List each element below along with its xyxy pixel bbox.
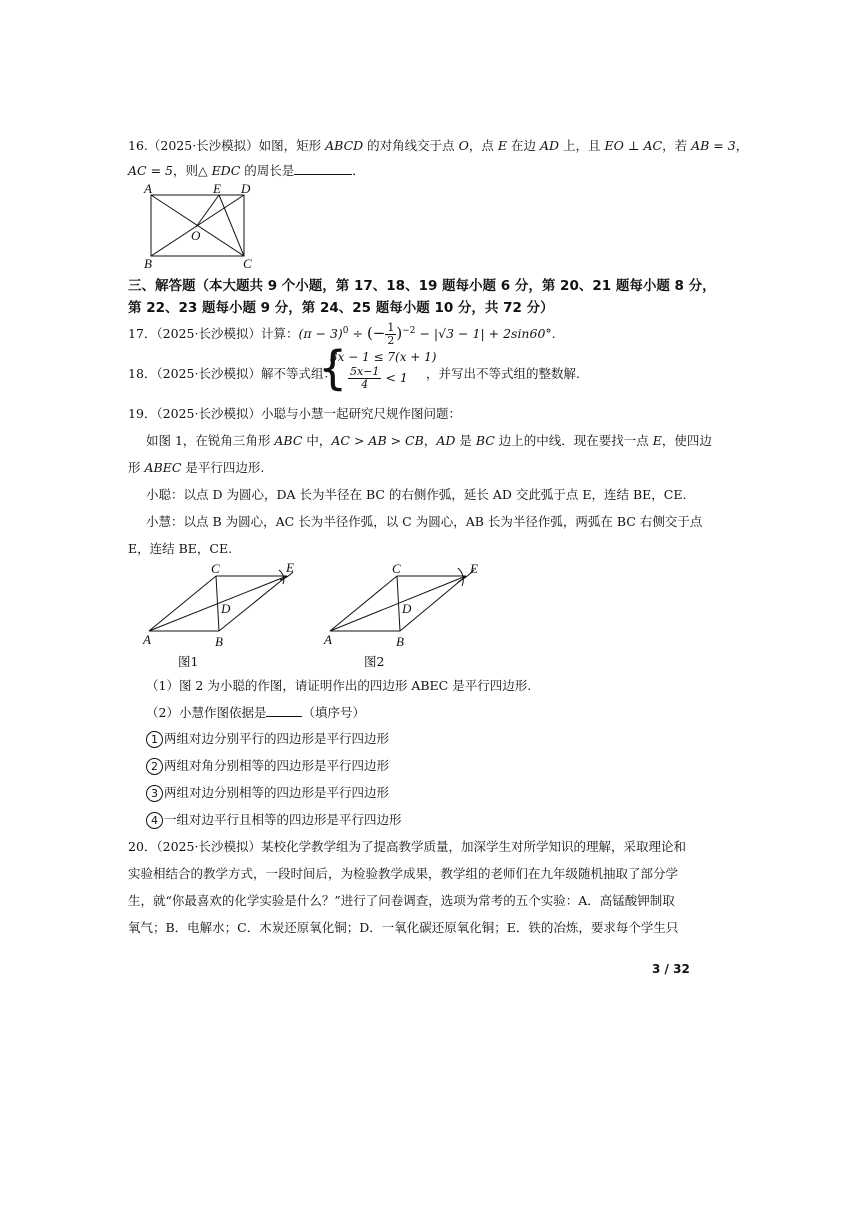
q18-inequality-2: $\frac{5x-1}{4}$ < 1 <box>350 365 408 391</box>
seg-ae <box>149 576 287 631</box>
q19-line2: 如图 1，在锐角三角形 ABC 中，AC > AB > CB，AD 是 BC 边上的中线．现在要找一点 E，使四边 <box>146 433 712 448</box>
q19-line1: 19．（2025·长沙模拟）小聪与小慧一起研究尺规作图问题： <box>128 406 461 421</box>
q19-sub1: （1）图 2 为小聪的作图，请证明作出的四边形 ABEC 是平行四边形. <box>146 678 532 693</box>
fig2-label-a: A <box>324 632 332 647</box>
section3-heading-line1: 三、解答题（本大题共 9 个小题，第 17、18、19 题每小题 6 分，第 20、21 题每小题 8 分， <box>128 278 716 294</box>
fig2-caption: 图2 <box>364 654 385 669</box>
fig2-label-d: D <box>402 601 412 616</box>
segment-eo <box>196 195 219 227</box>
label-c: C <box>243 256 252 271</box>
q16-rectangle-figure <box>140 180 270 270</box>
seg-ac <box>149 576 216 631</box>
q19-line4: 小聪：以点 D 为圆心，DA 长为半径在 BC 的右侧作弧，延长 AD 交此弧于点 E，连结 BE，CE. <box>146 487 687 502</box>
q19-option-4: 4 一组对边平行且相等的四边形是平行四边形 <box>146 810 402 829</box>
q19-option-3: 3 两组对边分别相等的四边形是平行四边形 <box>146 783 389 802</box>
segment-ec <box>219 195 244 256</box>
q19-figure-1 <box>140 560 320 660</box>
q19-sub2: （2）小慧作图依据是 （填序号） <box>146 705 365 720</box>
fig2-label-c: C <box>392 561 401 576</box>
fig1-caption: 图1 <box>178 654 199 669</box>
answer-blank[interactable] <box>294 173 352 175</box>
fig1-label-d: D <box>221 601 231 616</box>
q16-line2: AC = 5，则△ EDC 的周长是 ． <box>128 163 365 178</box>
seg-ae <box>330 576 466 631</box>
q19-line3: 形 ABEC 是平行四边形. <box>128 460 265 475</box>
page-number: 3 / 32 <box>652 962 690 976</box>
answer-blank[interactable] <box>266 715 302 717</box>
fig2-label-e: E <box>470 561 478 576</box>
q18-prefix: 18．（2025·长沙模拟）解不等式组： <box>128 366 336 381</box>
q18-brace: { <box>318 341 348 395</box>
circled-number-4: 4 <box>146 812 163 829</box>
fig2-label-b: B <box>396 634 404 649</box>
label-a: A <box>144 181 152 196</box>
circled-number-2: 2 <box>146 758 163 775</box>
section3-heading-line2: 第 22、23 题每小题 9 分，第 24、25 题每小题 10 分，共 72 分） <box>128 300 554 316</box>
label-e: E <box>213 181 221 196</box>
fig1-label-e: E <box>286 560 294 575</box>
q19-figure-2 <box>322 560 502 660</box>
fig1-label-c: C <box>211 561 220 576</box>
circled-number-3: 3 <box>146 785 163 802</box>
circled-number-1: 1 <box>146 731 163 748</box>
q16-line1: 16.（2025·长沙模拟）如图，矩形 ABCD 的对角线交于点 O，点 E 在边 AD 上，且 EO ⊥ AC，若 AB = 3， <box>128 138 749 153</box>
fraction-half: $\frac{1}{2}$ <box>387 321 395 348</box>
label-b: B <box>144 256 152 271</box>
q20-line2: 实验相结合的教学方式，一段时间后，为检验教学成果，教学组的老师们在九年级随机抽取了部分学 <box>128 866 679 881</box>
seg-ac <box>330 576 397 631</box>
q18-inequality-1: 3x − 1 ≤ 7(x + 1) <box>330 350 437 364</box>
q20-line4: 氧气；B．电解水；C．木炭还原氧化铜；D．一氧化碳还原氧化铜；E．铁的冶炼，要求每个学生只 <box>128 920 679 935</box>
label-o: O <box>191 228 201 243</box>
q19-option-1: 1 两组对边分别平行的四边形是平行四边形 <box>146 729 389 748</box>
fig1-label-a: A <box>143 632 151 647</box>
fig1-label-b: B <box>215 634 223 649</box>
q19-line5: 小慧：以点 B 为圆心，AC 长为半径作弧，以 C 为圆心，AB 长为半径作弧，两弧在 BC 右侧交于点 <box>146 514 703 529</box>
q19-line6: E，连结 BE，CE. <box>128 541 233 556</box>
q19-option-2: 2 两组对角分别相等的四边形是平行四边形 <box>146 756 389 775</box>
q20-line3: 生，就“你最喜欢的化学实验是什么？”进行了问卷调查，选项为常考的五个实验：A．高锰酸钾制取 <box>128 893 675 908</box>
q18-suffix: ，并写出不等式组的整数解. <box>426 366 580 381</box>
q17: 17．（2025·长沙模拟）计算：$(\pi - 3)^0$ ÷ (− $\frac{1}{2}$ )$^{-2}$ − |√3 − 1| + 2sin60°. <box>128 321 556 348</box>
q20-line1: 20．（2025·长沙模拟）某校化学教学组为了提高教学质量，加深学生对所学知识的理解，采取理论和 <box>128 839 686 854</box>
label-d: D <box>241 181 251 196</box>
